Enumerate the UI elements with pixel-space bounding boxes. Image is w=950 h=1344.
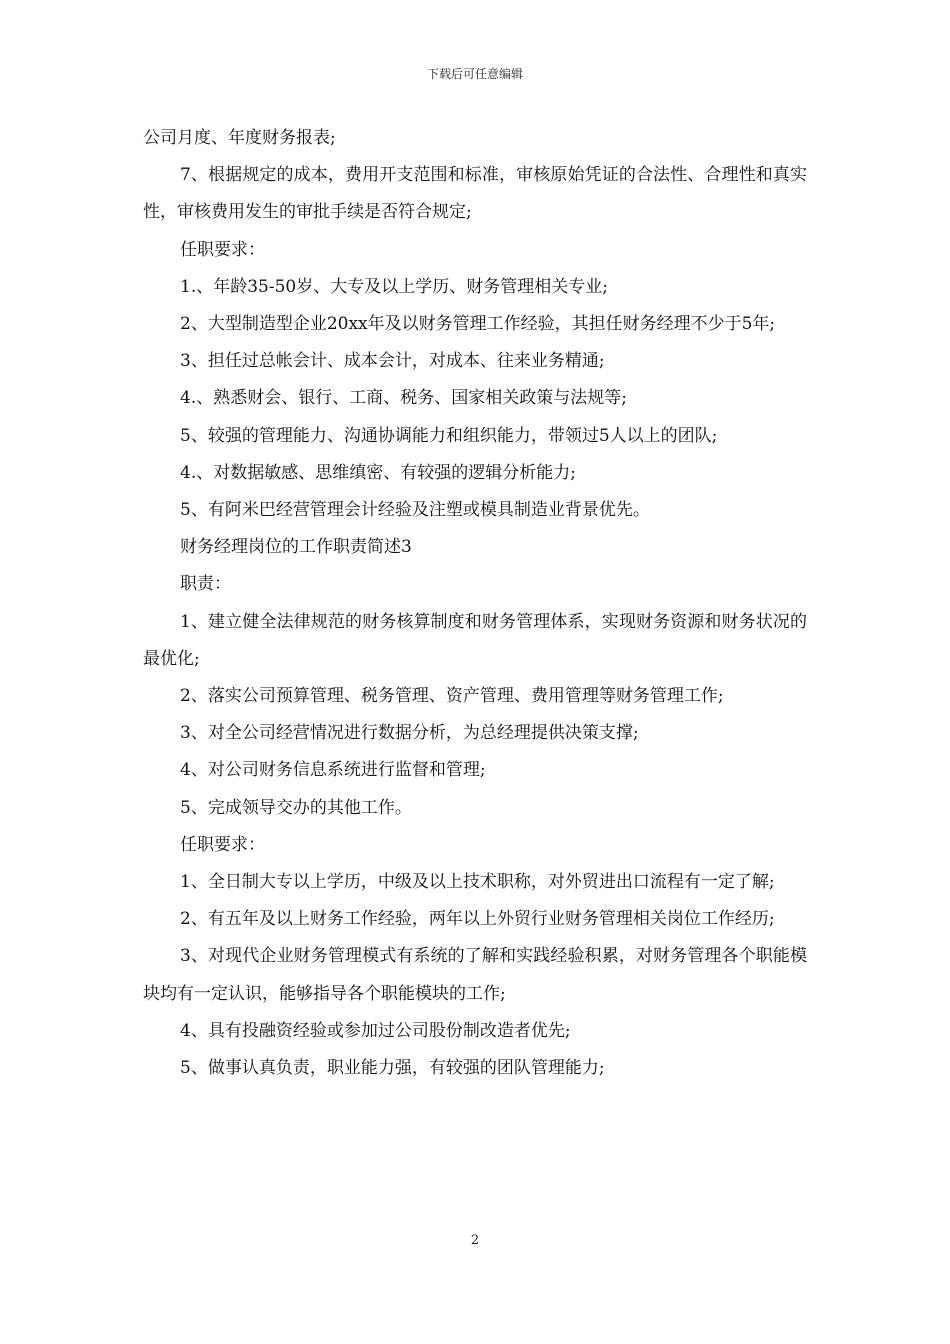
paragraph: 4、具有投融资经验或参加过公司股份制改造者优先; xyxy=(180,1020,571,1041)
paragraph: 4.、熟悉财会、银行、工商、税务、国家相关政策与法规等; xyxy=(180,388,627,409)
paragraph: 2、有五年及以上财务工作经验，两年以上外贸行业财务管理相关岗位工作经历; xyxy=(180,909,775,930)
paragraph: 5、较强的管理能力、沟通协调能力和组织能力，带领过5人以上的团队; xyxy=(180,425,718,446)
paragraph: 2、落实公司预算管理、税务管理、资产管理、费用管理等财务管理工作; xyxy=(180,686,724,707)
paragraph: 5、有阿米巴经营管理会计经验及注塑或模具制造业背景优先。 xyxy=(180,500,650,521)
paragraph: 5、完成领导交办的其他工作。 xyxy=(180,797,412,818)
paragraph: 任职要求： xyxy=(180,239,265,260)
paragraph: 7、根据规定的成本，费用开支范围和标准，审核原始凭证的合法性、合理性和真实性，审核费用发生的审批手续是否符合规定; xyxy=(143,165,807,223)
paragraph: 3、担任过总帐会计、成本会计，对成本、往来业务精通; xyxy=(180,351,605,372)
paragraph: 1.、年龄35-50岁、大专及以上学历、财务管理相关专业; xyxy=(180,276,608,297)
document-body xyxy=(143,120,807,1087)
paragraph: 3、对现代企业财务管理模式有系统的了解和实践经验积累，对财务管理各个职能模块均有一定认识，能够指导各个职能模块的工作; xyxy=(143,946,807,1004)
page-number: 2 xyxy=(470,1233,480,1248)
paragraph: 4.、对数据敏感、思维缜密、有较强的逻辑分析能力; xyxy=(180,462,576,483)
paragraph: 2、大型制造型企业20xx年及以财务管理工作经验，其担任财务经理不少于5年; xyxy=(180,314,776,335)
paragraph: 职责： xyxy=(180,574,231,595)
paragraph: 公司月度、年度财务报表; xyxy=(143,128,336,148)
paragraph: 任职要求： xyxy=(180,834,265,855)
page-header: 下载后可任意编辑 xyxy=(426,67,523,81)
paragraph: 3、对全公司经营情况进行数据分析，为总经理提供决策支撑; xyxy=(180,723,639,744)
section-heading: 财务经理岗位的工作职责简述3 xyxy=(180,537,412,558)
paragraph: 1、建立健全法律规范的财务核算制度和财务管理体系，实现财务资源和财务状况的最优化; xyxy=(143,611,807,669)
paragraph: 5、做事认真负责，职业能力强，有较强的团队管理能力; xyxy=(180,1058,605,1079)
paragraph: 4、对公司财务信息系统进行监督和管理; xyxy=(180,760,486,781)
paragraph: 1、全日制大专以上学历，中级及以上技术职称，对外贸进出口流程有一定了解; xyxy=(180,872,775,893)
